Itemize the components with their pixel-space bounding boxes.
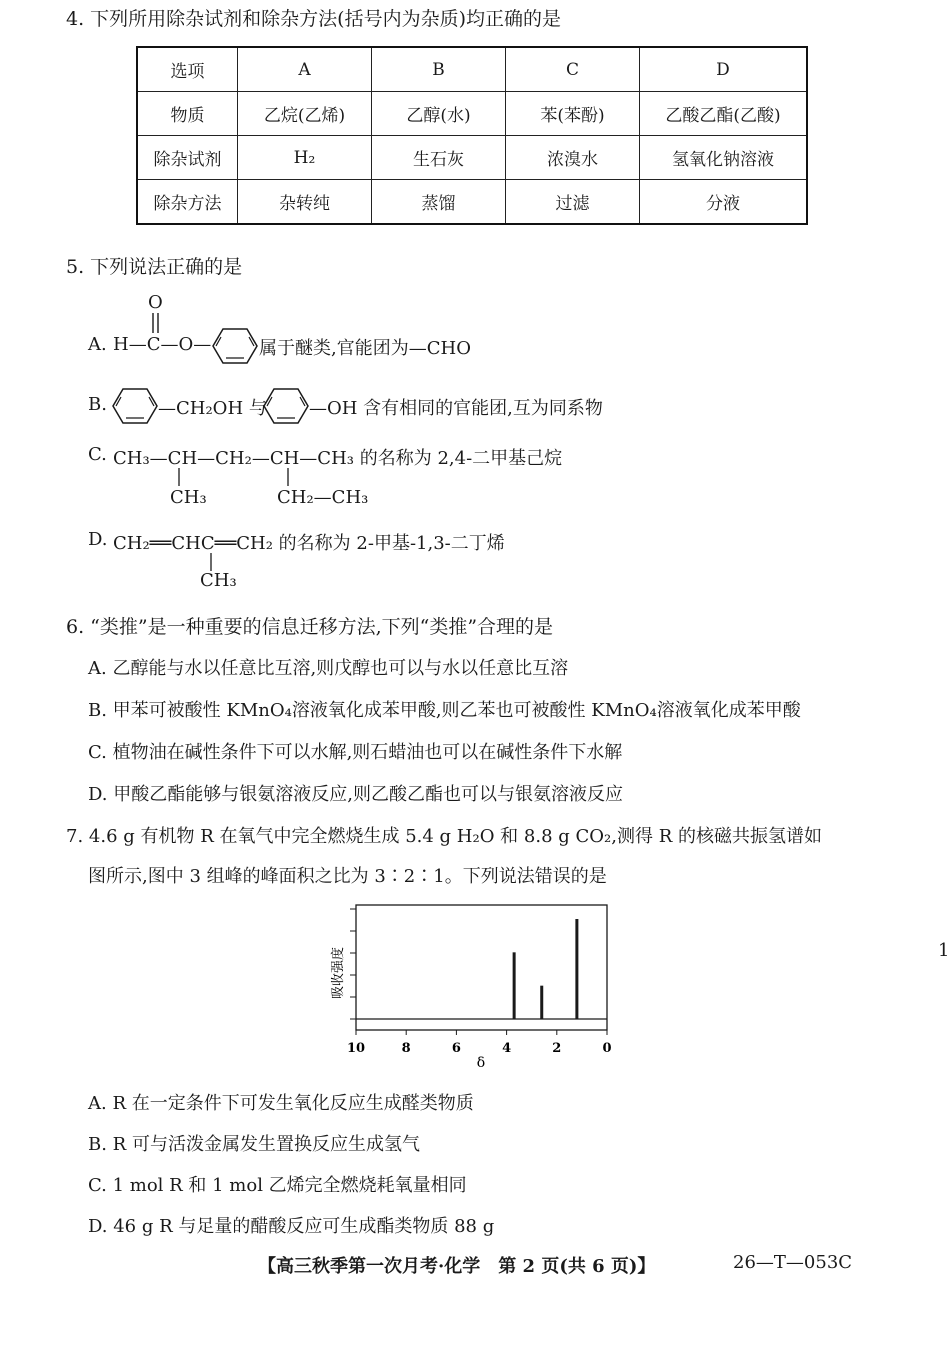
q6-stem: 6. “类推”是一种重要的信息迁移方法,下列“类推”合理的是 [66,616,554,638]
q7-option-c: C. 1 mol R 和 1 mol 乙烯完全燃烧耗氧量相同 [88,1175,467,1196]
footer-code: 26—T—053C [733,1252,853,1273]
table-cell: 生石灰 [372,136,506,180]
q5-option-c-branch2: CH₂—CH₃ [277,487,369,508]
y-ticks [350,909,356,1019]
margin-mark: 1 [938,940,950,961]
table-cell: 除杂试剂 [137,136,238,180]
table-cell: 选项 [137,47,238,92]
q5-option-b-oh: —OH 含有相同的官能团,互为同系物 [309,398,603,419]
q5-option-c-label: C. [88,444,107,465]
branch-bonds-icon [170,466,310,488]
q5-option-a-label: A. [88,334,107,355]
plot-frame [356,905,607,1030]
footer-title: 【高三秋季第一次月考·化学 第 2 页(共 6 页)】 [258,1256,656,1277]
table-cell: 杂转纯 [238,180,372,225]
nmr-peak [575,919,578,1019]
q6-option-c: C. 植物油在碱性条件下可以水解,则石蜡油也可以在碱性条件下水解 [88,742,623,763]
q6-option-a: A. 乙醇能与水以任意比互溶,则戊醇也可以与水以任意比互溶 [88,658,569,679]
x-ticks [347,1030,612,1056]
table-cell: 分液 [640,180,808,225]
table-row [137,47,807,92]
q7-stem-line1: 7. 4.6 g 有机物 R 在氧气中完全燃烧生成 5.4 g H₂O 和 8.8 g CO₂,测得 R 的核磁共振氢谱如 [66,826,822,847]
peaks [513,919,579,1019]
q6-option-d: D. 甲酸乙酯能够与银氨溶液反应,则乙酸乙酯也可以与银氨溶液反应 [88,784,623,805]
q5-option-a-oxygen: O [148,292,163,313]
q5-option-b-ch2oh: —CH₂OH 与 [158,398,267,419]
q5-option-d-branch: CH₃ [200,570,237,591]
table-cell: 乙醇(水) [372,92,506,136]
x-tick-label: 6 [451,1041,461,1056]
table-cell: D [640,47,808,92]
q5-option-c-formula: CH₃—CH—CH₂—CH—CH₃ 的名称为 2,4-二甲基己烷 [113,448,563,469]
q7-stem-line2: 图所示,图中 3 组峰的峰面积之比为 3∶2∶1。下列说法错误的是 [88,866,607,887]
table-row [137,180,807,225]
table-cell: 乙烷(乙烯) [238,92,372,136]
table-cell: B [372,47,506,92]
table-cell: 过滤 [506,180,640,225]
q7-option-b: B. R 可与活泼金属发生置换反应生成氢气 [88,1134,420,1155]
x-tick-label: 2 [552,1041,562,1056]
q5-option-b-label: B. [88,394,107,415]
q5-option-d-label: D. [88,529,108,550]
y-axis-label: 吸收强度 [331,946,346,1000]
benzene-ring-icon [112,386,158,426]
table-row [137,92,807,136]
table-row [137,136,807,180]
q5-stem: 5. 下列说法正确的是 [66,256,243,278]
q5-option-a-formula: H—C—O— [113,334,212,355]
table-cell: 浓溴水 [506,136,640,180]
benzene-ring-icon [263,386,309,426]
benzene-ring-icon [212,326,258,366]
double-bond-icon [148,312,164,334]
x-tick-label: 10 [346,1041,366,1056]
table-cell: 氢氧化钠溶液 [640,136,808,180]
x-tick-label: 0 [602,1041,612,1056]
x-axis-label: δ [476,1055,486,1071]
table-cell: 蒸馏 [372,180,506,225]
nmr-peak [513,952,516,1019]
table-cell: 苯(苯酚) [506,92,640,136]
table-cell: 除杂方法 [137,180,238,225]
table-cell: 物质 [137,92,238,136]
nmr-spectrum-chart [320,895,620,1075]
q7-option-d: D. 46 g R 与足量的醋酸反应可生成酯类物质 88 g [88,1216,495,1237]
q4-stem: 4. 下列所用除杂试剂和除杂方法(括号内为杂质)均正确的是 [66,8,561,30]
q7-option-a: A. R 在一定条件下可发生氧化反应生成醛类物质 [88,1093,474,1114]
nmr-peak [540,986,543,1019]
q6-option-b: B. 甲苯可被酸性 KMnO₄溶液氧化成苯甲酸,则乙苯也可被酸性 KMnO₄溶液氧化成苯甲酸 [88,700,801,721]
q5-option-d-formula: CH₂══CHC══CH₂ 的名称为 2-甲基-1,3-二丁烯 [113,533,505,554]
table-cell: A [238,47,372,92]
table-cell: H₂ [238,136,372,180]
q5-option-a-text: 属于醚类,官能团为—CHO [259,338,471,359]
q4-table [136,46,808,225]
table-cell: C [506,47,640,92]
table-cell: 乙酸乙酯(乙酸) [640,92,808,136]
x-tick-label: 4 [502,1041,512,1056]
q5-option-c-branch1: CH₃ [170,487,207,508]
x-tick-label: 8 [401,1041,411,1056]
